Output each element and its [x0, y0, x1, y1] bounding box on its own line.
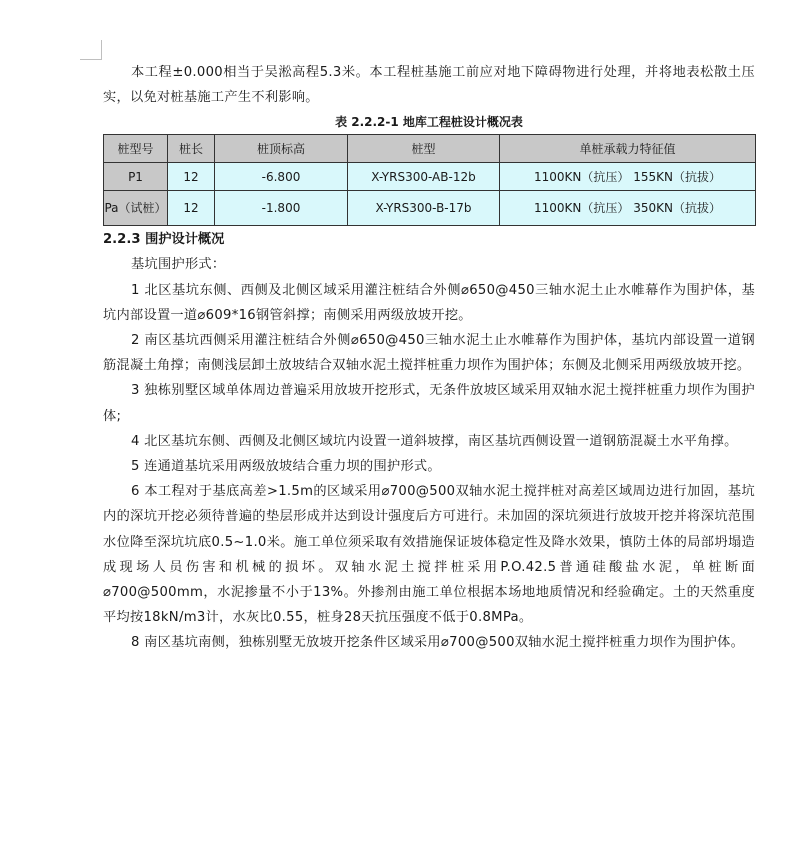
- section-lead: 基坑围护形式：: [131, 257, 226, 273]
- table-cell: Pa（试桩）: [104, 191, 168, 226]
- table-header-cell: 桩型号: [104, 135, 168, 163]
- list-item: 2 南区基坑西侧采用灌注桩结合外侧⌀650@450三轴水泥土止水帷幕作为围护体，基坑内部设置一道钢筋混凝土角撑；南侧浅层卸土放坡结合双轴水泥土搅拌桩重力坝作为围护体；东侧及北侧采用两级放坡开挖。: [103, 333, 755, 374]
- list-item: 6 本工程对于基底高差>1.5m的区域采用⌀700@500双轴水泥土搅拌桩对高差区域周边进行加固，基坑内的深坑开挖必须待普遍的垫层形成并达到设计强度后方可进行。未加固的深坑须进行放坡开挖并将深坑范围水位降至深坑坑底0.5~1.0米。施工单位须采取有效措施保证坡体稳定性及降水效果，慎防土体的局部坍塌造成现场人员伤害和机械的损坏。双轴水泥土搅拌桩采用P.O.42.5普通硅酸盐水泥，单桩断面⌀700@500mm，水泥掺量不小于13%。外掺剂由施工单位根据本场地地质情况和经验确定。土的天然重度平均按18kN/m3计，水灰比0.55，桩身28天抗压强度不低于0.8MPa。: [103, 484, 755, 626]
- table-cell: 1100KN（抗压） 350KN（抗拔）: [500, 191, 756, 226]
- table-header-cell: 桩长: [168, 135, 215, 163]
- list-item: 3 独栋别墅区域单体周边普遍采用放坡开挖形式，无条件放坡区域采用双轴水泥土搅拌桩重力坝作为围护体;: [103, 383, 755, 424]
- table-header-cell: 单桩承载力特征值: [500, 135, 756, 163]
- table-row: [104, 163, 756, 191]
- page-corner-mark-horizontal: [80, 59, 102, 60]
- table-cell: -6.800: [215, 163, 348, 191]
- list-item: 4 北区基坑东侧、西侧及北侧区域坑内设置一道斜坡撑，南区基坑西侧设置一道钢筋混凝土水平角撑。: [131, 433, 738, 449]
- table-cell: 12: [168, 191, 215, 226]
- table-title: 表 2.2.2-1 地库工程桩设计概况表: [335, 115, 523, 130]
- intro-paragraph: 本工程±0.000相当于吴淞高程5.3米。本工程桩基施工前应对地下障碍物进行处理，并将地表松散土压实，以免对桩基施工产生不利影响。: [103, 65, 755, 106]
- table-row: [104, 191, 756, 226]
- table-cell: P1: [104, 163, 168, 191]
- list-item: 5 连通道基坑采用两级放坡结合重力坝的围护形式。: [131, 459, 441, 475]
- table-cell: 12: [168, 163, 215, 191]
- table-header-cell: 桩型: [348, 135, 500, 163]
- page-corner-mark-vertical: [101, 40, 102, 60]
- list-item: 8 南区基坑南侧，独栋别墅无放坡开挖条件区域采用⌀700@500双轴水泥土搅拌桩重力坝作为围护体。: [131, 635, 745, 651]
- table-header-cell: 桩顶标高: [215, 135, 348, 163]
- pile-design-table: [103, 134, 756, 226]
- table-cell: -1.800: [215, 191, 348, 226]
- document-page: [103, 60, 755, 656]
- section-heading: 2.2.3 围护设计概况: [103, 232, 225, 248]
- table-cell: X-YRS300-B-17b: [348, 191, 500, 226]
- table-header-row: [104, 135, 756, 163]
- table-cell: 1100KN（抗压） 155KN（抗拔）: [500, 163, 756, 191]
- list-item: 1 北区基坑东侧、西侧及北侧区域采用灌注桩结合外侧⌀650@450三轴水泥土止水帷幕作为围护体，基坑内部设置一道⌀609*16钢管斜撑；南侧采用两级放坡开挖。: [103, 282, 755, 323]
- table-cell: X-YRS300-AB-12b: [348, 163, 500, 191]
